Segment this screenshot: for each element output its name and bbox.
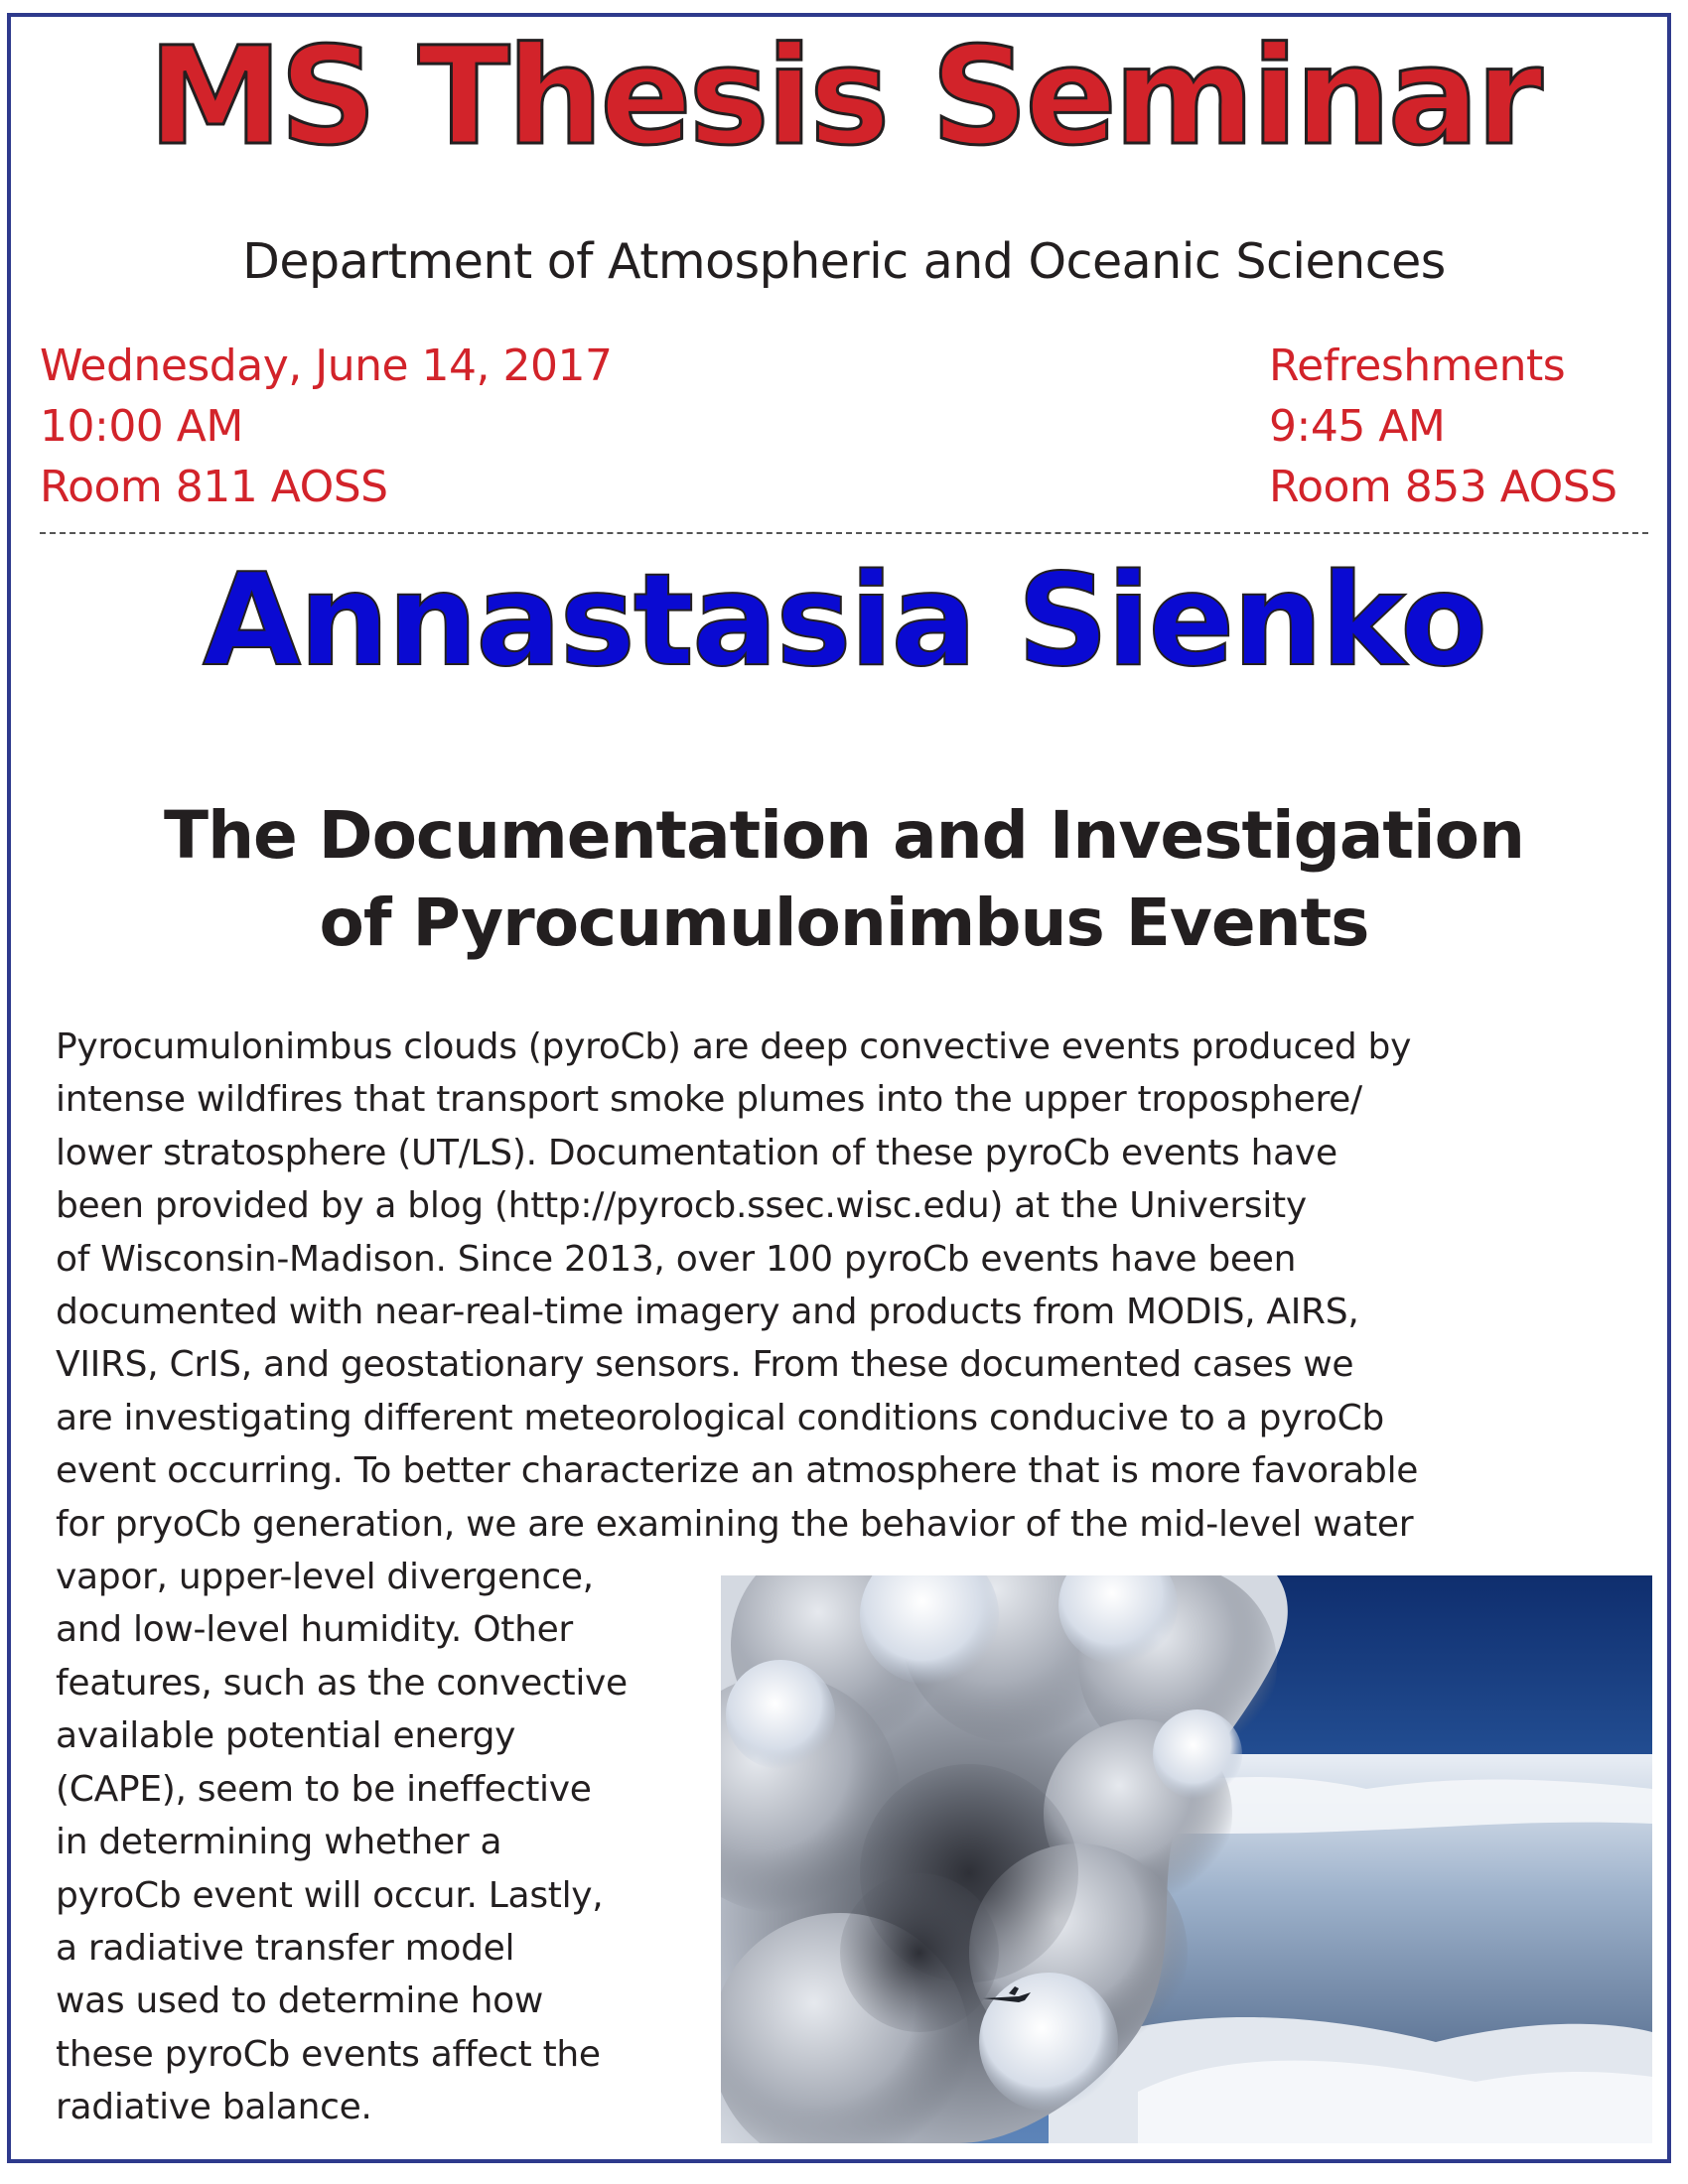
abstract-line: been provided by a blog (http://pyrocb.ssec.wisc.edu) at the University bbox=[56, 1185, 1307, 1227]
abstract-line: of Wisconsin-Madison. Since 2013, over 100 pyroCb events have been bbox=[56, 1238, 1297, 1280]
speaker-name: Annastasia Sienko bbox=[202, 547, 1486, 695]
abstract-line: was used to determine how bbox=[56, 1980, 543, 2022]
abstract-line: Pyrocumulonimbus clouds (pyroCb) are deep convective events produced by bbox=[56, 1026, 1412, 1067]
talk-title-line-1: The Documentation and Investigation bbox=[164, 797, 1524, 874]
abstract-line: vapor, upper-level divergence, bbox=[56, 1557, 594, 1598]
abstract-line: available potential energy bbox=[56, 1715, 516, 1757]
abstract-line: documented with near-real-time imagery and products from MODIS, AIRS, bbox=[56, 1292, 1359, 1333]
abstract-line: and low-level humidity. Other bbox=[56, 1609, 573, 1651]
refreshments-details bbox=[1269, 336, 1618, 517]
abstract-line: features, such as the convective bbox=[56, 1662, 628, 1704]
abstract-line: in determining whether a bbox=[56, 1822, 502, 1863]
refreshments-room: Room 853 AOSS bbox=[1269, 462, 1618, 512]
department-name: Department of Atmospheric and Oceanic Sciences bbox=[242, 233, 1446, 290]
abstract-line: intense wildfires that transport smoke plumes into the upper troposphere/ bbox=[56, 1079, 1362, 1121]
refreshments-time: 9:45 AM bbox=[1269, 401, 1446, 452]
refreshments-label: Refreshments bbox=[1269, 341, 1566, 391]
pyrocumulonimbus-photo bbox=[721, 1575, 1652, 2143]
abstract-line: radiative balance. bbox=[56, 2087, 372, 2128]
abstract-line: pyroCb event will occur. Lastly, bbox=[56, 1874, 604, 1916]
abstract-line: lower stratosphere (UT/LS). Documentation of these pyroCb events have bbox=[56, 1132, 1337, 1173]
event-time: 10:00 AM bbox=[40, 401, 243, 452]
abstract-line: event occurring. To better characterize an atmosphere that is more favorable bbox=[56, 1450, 1419, 1492]
abstract-line: (CAPE), seem to be ineffective bbox=[56, 1768, 592, 1810]
abstract-line: for pryoCb generation, we are examining the behavior of the mid-level water bbox=[56, 1503, 1414, 1545]
talk-title bbox=[40, 792, 1648, 967]
seminar-headline: MS Thesis Seminar bbox=[148, 19, 1540, 176]
abstract-line: a radiative transfer model bbox=[56, 1927, 515, 1969]
event-room: Room 811 AOSS bbox=[40, 462, 388, 512]
talk-title-line-2: of Pyrocumulonimbus Events bbox=[319, 885, 1369, 961]
abstract-line: VIIRS, CrIS, and geostationary sensors. From these documented cases we bbox=[56, 1344, 1354, 1386]
abstract-line: these pyroCb events affect the bbox=[56, 2033, 601, 2075]
dashed-divider bbox=[40, 532, 1648, 534]
abstract-line: are investigating different meteorological conditions conducive to a pyroCb bbox=[56, 1397, 1384, 1438]
event-details bbox=[40, 336, 612, 517]
event-date: Wednesday, June 14, 2017 bbox=[40, 341, 613, 391]
